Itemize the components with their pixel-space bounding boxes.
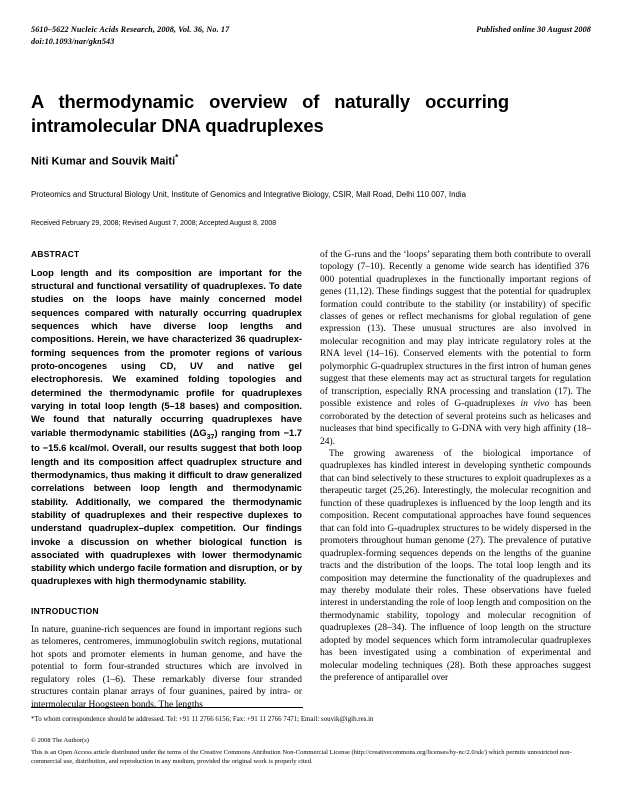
doi-line: doi:10.1093/nar/gkn543 [31,36,115,46]
footnote-block [31,707,591,766]
intro-right-italic-term: in vivo [520,399,550,410]
corresponding-author-marker: * [175,153,179,163]
author-names: Niti Kumar and Souvik Maiti [31,155,176,168]
introduction-heading: INTRODUCTION [31,605,99,616]
column-right [320,249,591,711]
intro-right-text: of the G-runs and the ‘loops’ separating them both contribute to overall topology (7–10). Recently a genome wide search has identified 376 000 potential quadruplexes in the functionally important regions of genes (11,12). These findings suggest that the potential for quadruplex formation could contribute to the stability (or instability) of specific classes of genes or reflect mechanisms for global regulation of gene expression (13). These unusual structures are also involved in molecular recognition and may play intricate regulatory roles at the RNA level (14–16). Conserved elements with the potential to form polymorphic G-quadruplex structures in the first intron of human genes suggest that these elements may act as structural targets for regulation of transcription, especially RNA processing and translation (17). The possible existence and roles of G-quadruplexes [320,249,591,410]
published-online: Published online 30 August 2008 [476,25,591,34]
article-body-columns [31,249,591,711]
abstract-heading: ABSTRACT [31,248,80,259]
abstract-subscript: 37 [206,433,215,441]
abstract-text-part-2: ) ranging from −1.7 to −15.6 kcal/mol. Overall, our results suggest that both loop length and its composition affect quadruplex structure and thermodynamics, thus making it difficult to draw generalized correlations between loop length and thermodynamic stability. Additionally, we compared the thermodynamic stability of quadruplexes and their respective duplexes to understand quadruplex–duplex competition. Our findings invoke a discussion on whether biological function is associated with quadruplexes with lower thermodynamic stability which undergo facile formation and disruption, or by quadruplexes with high thermodynamic stability. [31,427,302,587]
intro-right-text-cont: has been corroborated by the detection of several proteins such as helicases and nucleases that bind specifically to G-DNA with very high affinity (18–24). [320,399,591,447]
footnote-divider [31,707,303,708]
abstract-text [31,267,302,589]
article-history: Received February 29, 2008; Revised August 7, 2008; Accepted August 8, 2008 [31,219,277,227]
author-list [31,153,591,168]
journal-citation: 5610–5622 Nucleic Acids Research, 2008, Vol. 36, No. 17 [31,25,230,34]
copyright-note: © 2008 The Author(s) [31,737,89,745]
abstract-text-part-1: Loop length and its composition are important for the structural and functional versatility of quadruplexes. To date studies on the loops have mainly concerned model sequences compared with naturally occurring quadruplex sequences which have diverse loop lengths and compositions. Herein, we have characterized 36 quadruplex-forming sequences from the promoter regions of various proto-oncogenes using CD, UV and native gel electrophoresis. We examined folding topologies and determined the thermodynamic profile for quadruplexes varying in total loop length (5–18 bases) and composition. We found that naturally occurring quadruplexes have variable thermodynamic stabilities (ΔG [31,267,302,438]
introduction-paragraph-left: In nature, guanine-rich sequences are found in important regions such as telomeres, centromeres, immunoglobulin switch regions, mutational hot spots and promoter elements in human genome, and have the potential to form four-stranded structures which are involved in regulatory roles (1–6). These remarkably diverse four stranded structures contain planar arrays of four guanines, paired by intra- or intermolecular Hoogsteen bonds. The lengths [31,624,302,710]
introduction-paragraph-two: The growing awareness of the biological importance of quadruplexes has kindled interest in developing synthetic compounds that can bind selectively to these structures to exploit quadruplexes as a therapeutic target (25,26). Interestingly, the molecular recognition and function of these quadruplexes is influenced by the loop length and its composition. Recent computational approaches have found sequences that can fold into G-quadruplex structures to be widely dispersed in the promoters throughout human genome (27). The prevalence of putative quadruplex-forming sequences depends on the lengths of the guanine tracts and the distribution of the loops. The total loop length and its composition may determine the functionality of the quadruplexes and may thereby modulate their roles. These observations have fueled interest in understanding the role of loop length and composition on the thermodynamic stability, topology and molecular recognition of quadruplexes (28–34). The influence of loop length on the structure adopted by model sequences which form intramolecular quadruplexes has been investigated using a combination of experimental and molecular modeling techniques (28). Both these approaches suggest the preference of antiparallel over [320,449,591,684]
license-note: This is an Open Access article distributed under the terms of the Creative Commons Attribution Non-Commercial License (http://creativecommons.org/licenses/by-nc/2.0/uk/) which permits unrestricted non-commercial use, distribution, and reproduction in any medium, provided the original work is properly cited. [31,748,572,765]
running-head-left [31,24,371,47]
page-title: A thermodynamic overview of naturally occurring intramolecular DNA quadruplexes [31,91,509,136]
correspondence-note: *To whom correspondence should be addressed. Tel: +91 11 2766 6156; Fax: +91 11 2766 7471; Email: souvik@igib.res.in [31,716,374,724]
column-left [31,249,302,711]
affiliation: Proteomics and Structural Biology Unit, Institute of Genomics and Integrative Biology, CSIR, Mall Road, Delhi 110 007, India [31,189,467,199]
introduction-paragraph-right-continued [320,249,591,448]
running-head [31,24,591,47]
